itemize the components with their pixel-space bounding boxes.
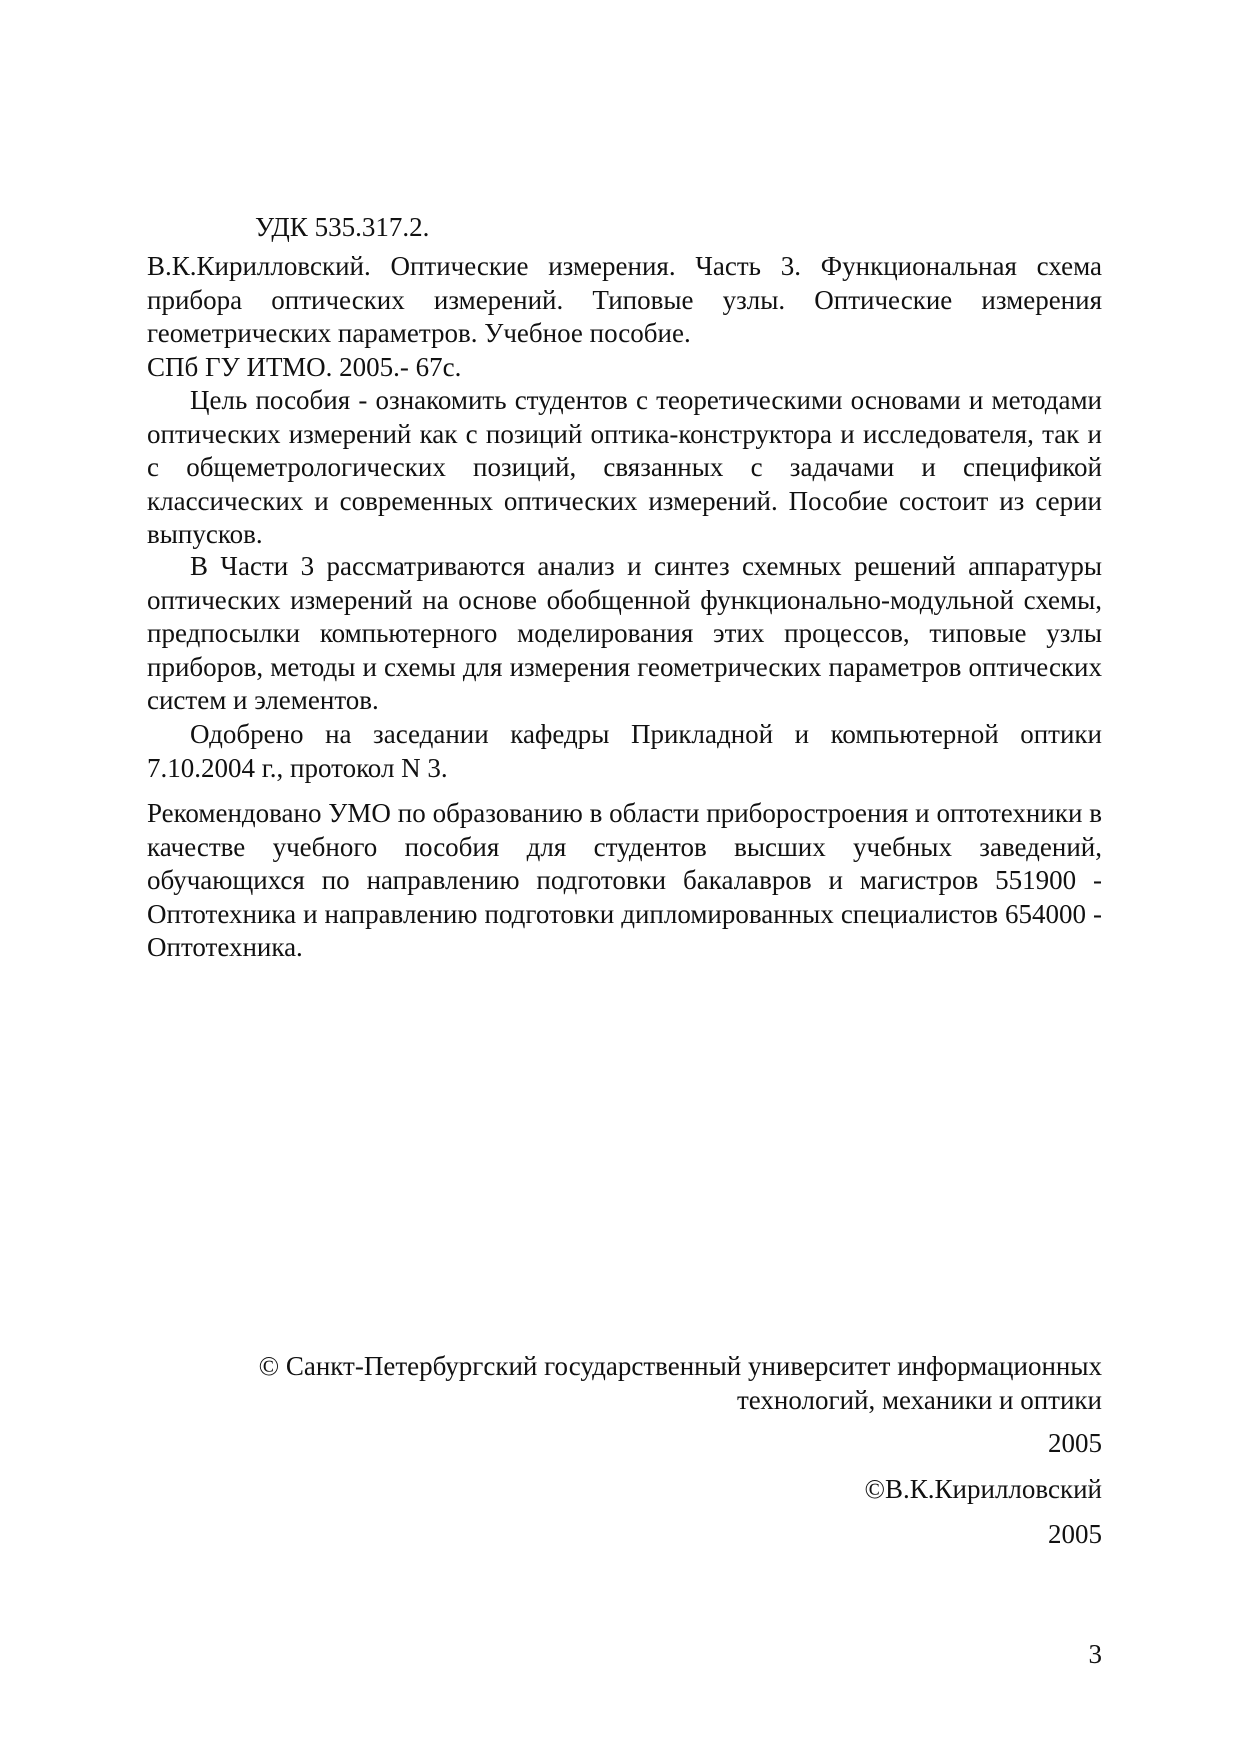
abstract-paragraph-purpose: Цель пособия - ознакомить студентов с теоретическими основами и методами оптических измерений как с позиций оптика-конструктора и исследователя, так и с общеметрологических позиций, связанных с задачами и спецификой классических и современных оптических измерений. Пособие состоит из серии выпусков.: [147, 385, 1102, 549]
copyright-author: ©В.К.Кирилловский: [864, 1474, 1102, 1504]
recommendation-paragraph: Рекомендовано УМО по образованию в области приборостроения и оптотехники в качестве учебного пособия для студентов высших учебных заведений, обучающихся по направлению подготовки бакалавров и магистров 551900 - Оптотехника и направлению подготовки дипломированных специалистов 654000 - Оптотехника.: [147, 798, 1102, 962]
approval-paragraph: Одобрено на заседании кафедры Прикладной и компьютерной оптики 7.10.2004 г., протокол N 3.: [147, 719, 1102, 783]
copyright-university-year: 2005: [1048, 1428, 1102, 1458]
copyright-university: © Санкт-Петербургский государственный университет информационных технологий, механики и оптики: [258, 1351, 1102, 1415]
bibliographic-entry: В.К.Кирилловский. Оптические измерения. Часть 3. Функциональная схема прибора оптических измерений. Типовые узлы. Оптические измерения геометрических параметров. Учебное пособие.: [147, 251, 1102, 348]
udk-code: УДК 535.317.2.: [255, 212, 430, 242]
copyright-author-year: 2005: [1048, 1519, 1102, 1549]
page-number: 3: [1088, 1639, 1102, 1669]
abstract-paragraph-part3: В Части 3 рассматриваются анализ и синтез схемных решений аппаратуры оптических измерений на основе обобщенной функционально-модульной схемы, предпосылки компьютерного моделирования этих процессов, типовые узлы приборов, методы и схемы для измерения геометрических параметров оптических систем и элементов.: [147, 551, 1102, 715]
publisher-line: СПб ГУ ИТМО. 2005.- 67с.: [147, 352, 462, 382]
